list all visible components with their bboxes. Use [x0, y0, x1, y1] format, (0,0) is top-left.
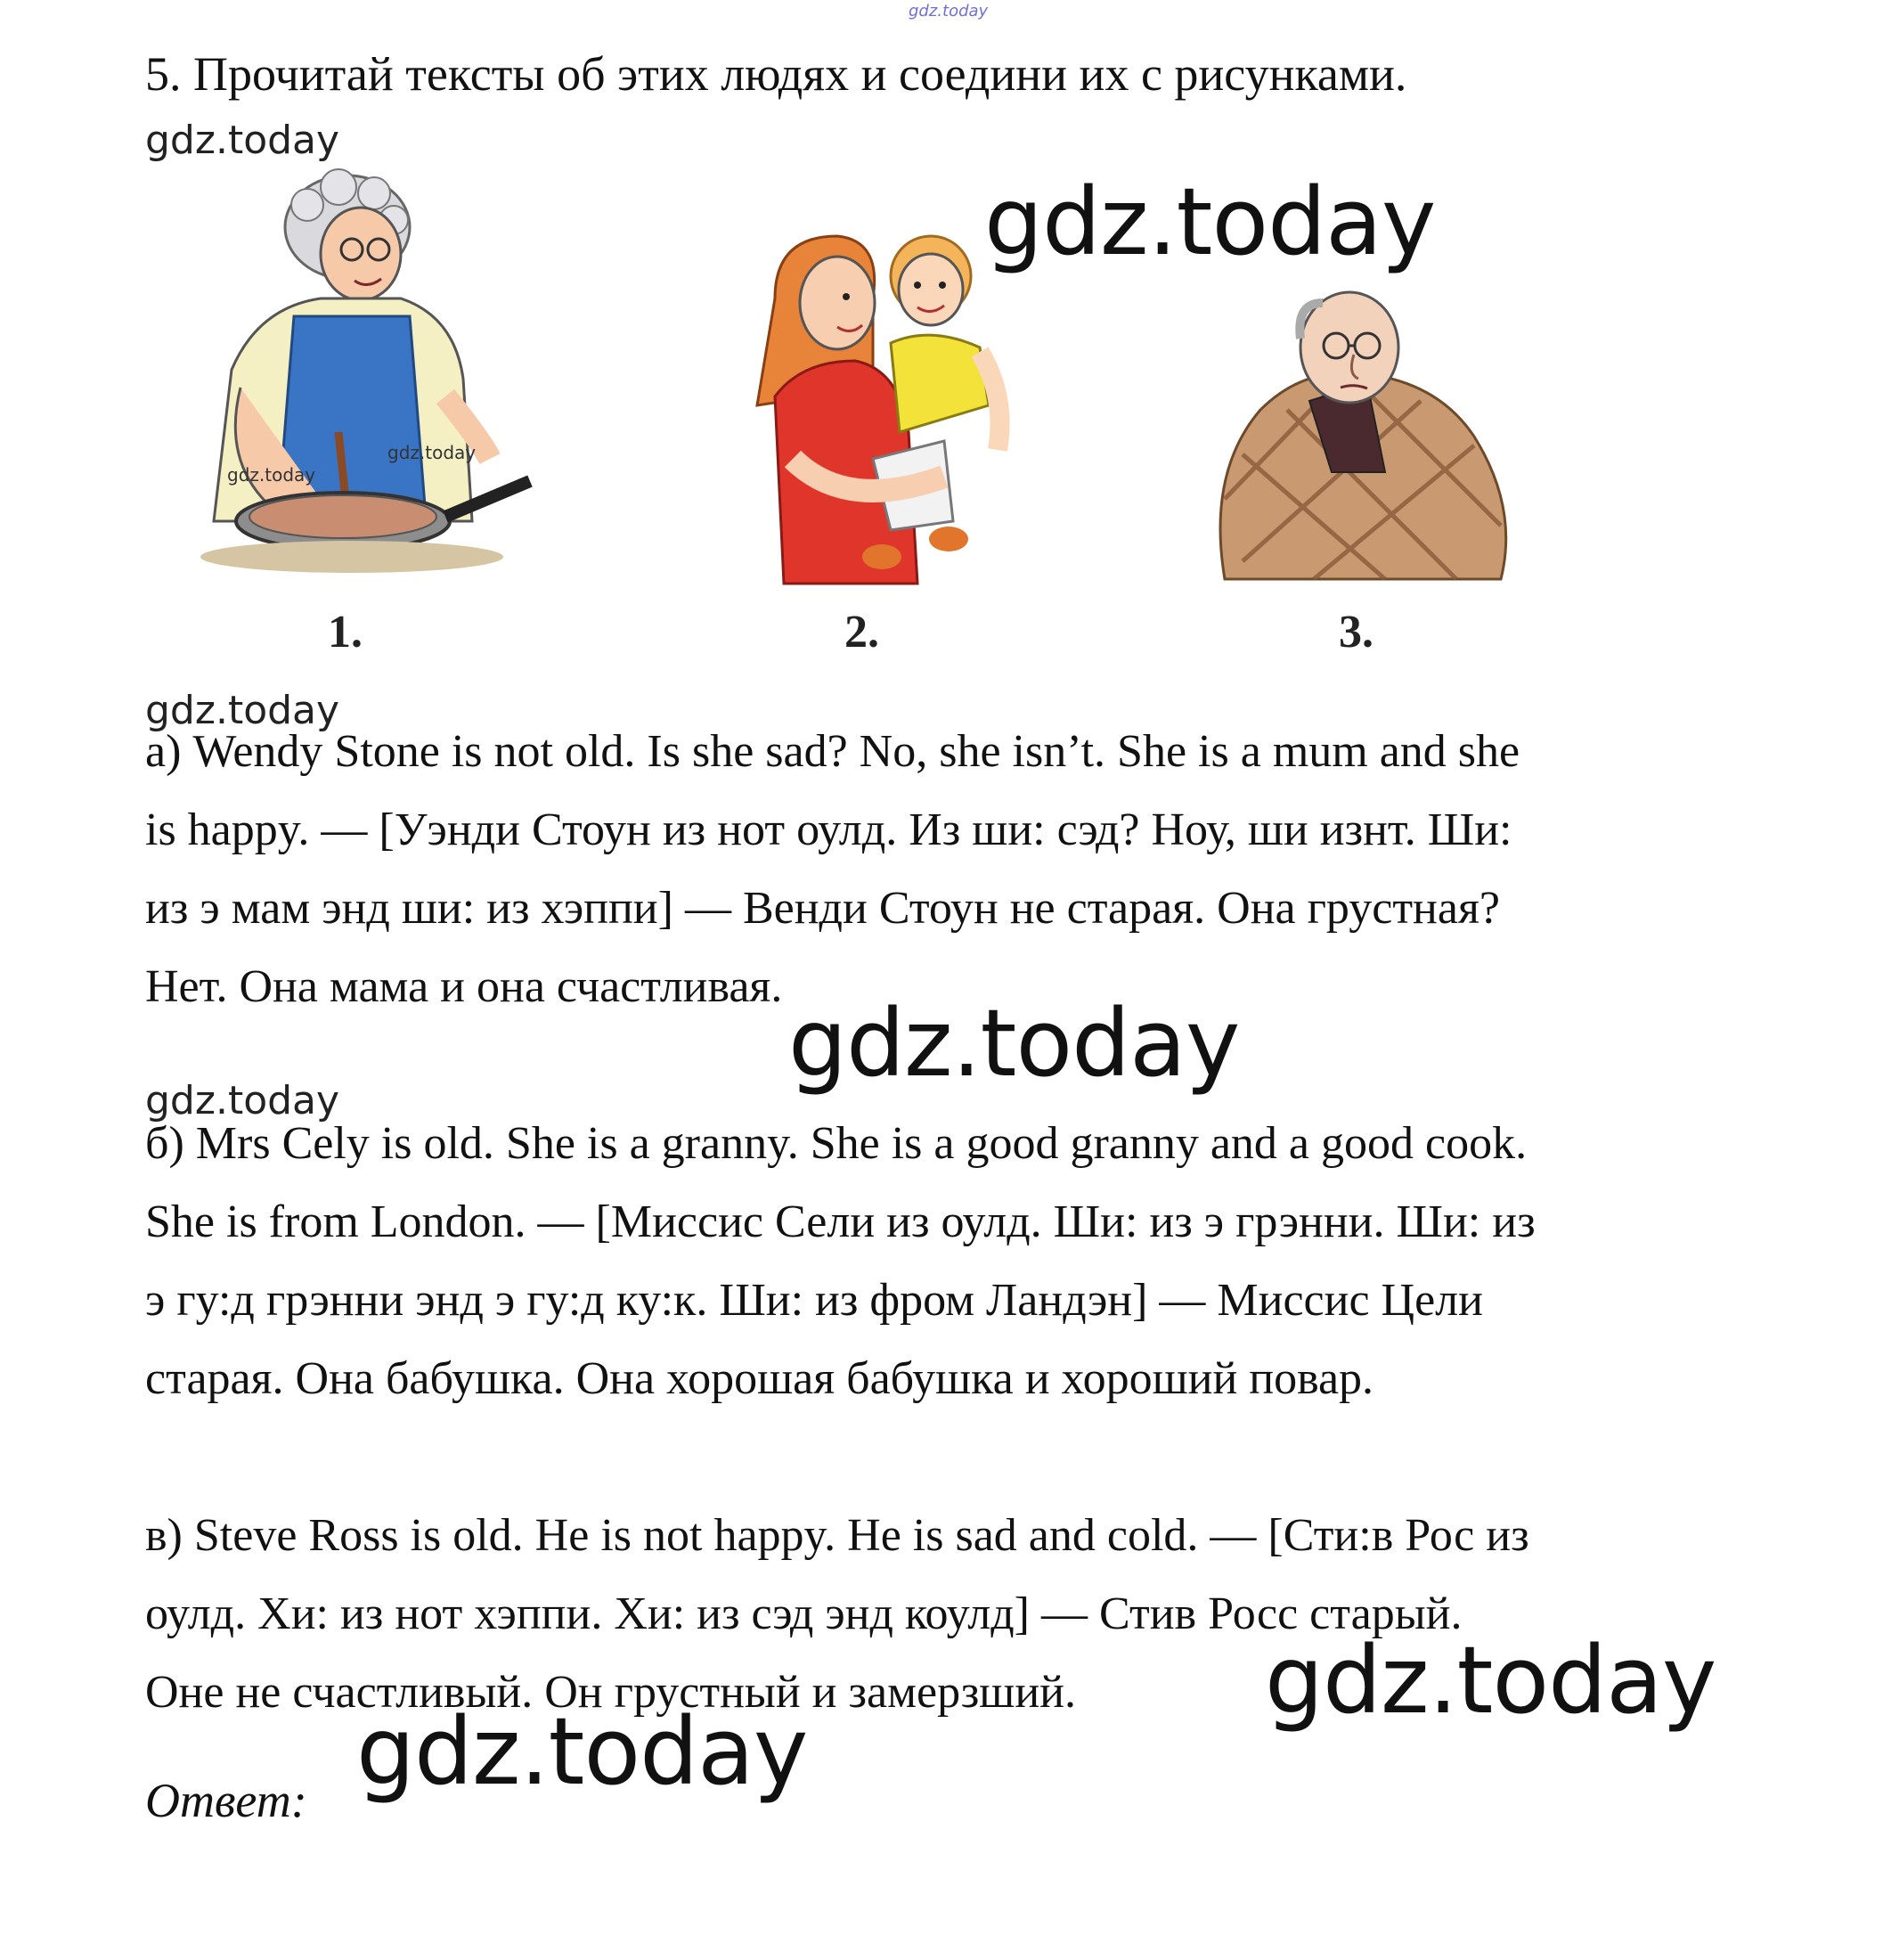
watermark-label-a: gdz.today	[145, 688, 340, 733]
paragraph-c-line-3: Оне не счастливый. Он грустный и замерзший.	[145, 1667, 1076, 1718]
paragraph-b-line-1: б) Mrs Cely is old. She is a granny. She is a good granny and a good cook.	[145, 1118, 1528, 1169]
paragraph-a	[145, 713, 1740, 1026]
paragraph-c-line-1: в) Steve Ross is old. He is not happy. He is sad and cold. — [Сти:в Рос из	[145, 1510, 1529, 1561]
watermark-large-middle: gdz.today	[788, 989, 1240, 1098]
granny-cooking-illustration	[160, 165, 543, 575]
watermark-label-b: gdz.today	[145, 1078, 340, 1123]
figure-1-number: 1.	[328, 607, 363, 657]
watermark-large: gdz.today	[984, 167, 1436, 276]
figure-2	[739, 227, 1024, 592]
paragraph-a-line-4: Нет. Она мама и она счастливая.	[145, 961, 783, 1012]
figure-1	[160, 165, 543, 575]
paragraph-b	[145, 1105, 1740, 1418]
watermark-large-lower: gdz.today	[1265, 1626, 1716, 1735]
answer-label: Ответ:	[145, 1774, 307, 1827]
paragraph-a-line-3: из э мам энд ши: из хэппи] — Венди Стоун не старая. Она грустная?	[145, 883, 1500, 934]
watermark-top: gdz.today	[909, 2, 989, 20]
figure-3	[1207, 276, 1528, 597]
paragraph-b-line-4: старая. Она бабушка. Она хорошая бабушка и хороший повар.	[145, 1353, 1374, 1404]
figure-2-number: 2.	[844, 607, 879, 657]
paragraph-a-line-2: is happy. — [Уэнди Стоун из нот оулд. Из ши: сэд? Ноу, ши изнт. Ши:	[145, 804, 1512, 855]
watermark-large-answer: gdz.today	[356, 1697, 808, 1806]
paragraph-a-line-1: а) Wendy Stone is not old. Is she sad? No, she isn’t. She is a mum and she	[145, 726, 1520, 777]
figure-3-number: 3.	[1339, 607, 1374, 657]
watermark-label: gdz.today	[145, 118, 340, 163]
task-title: 5. Прочитай тексты об этих людях и соедини их с рисунками.	[145, 47, 1407, 101]
paragraph-c-line-2: оулд. Хи: из нот хэппи. Хи: из сэд энд коулд] — Стив Росс старый.	[145, 1588, 1463, 1639]
watermark-image-1a: gdz.today	[227, 464, 316, 486]
paragraph-b-line-2: She is from London. — [Миссис Сели из оулд. Ши: из э грэнни. Ши: из	[145, 1196, 1536, 1247]
mum-with-child-illustration	[739, 227, 1024, 592]
old-man-in-blanket-illustration	[1207, 276, 1528, 597]
watermark-image-1b: gdz.today	[387, 442, 477, 463]
paragraph-b-line-3: э гу:д грэнни энд э гу:д ку:к. Ши: из фром Ландэн] — Миссис Цели	[145, 1275, 1483, 1326]
